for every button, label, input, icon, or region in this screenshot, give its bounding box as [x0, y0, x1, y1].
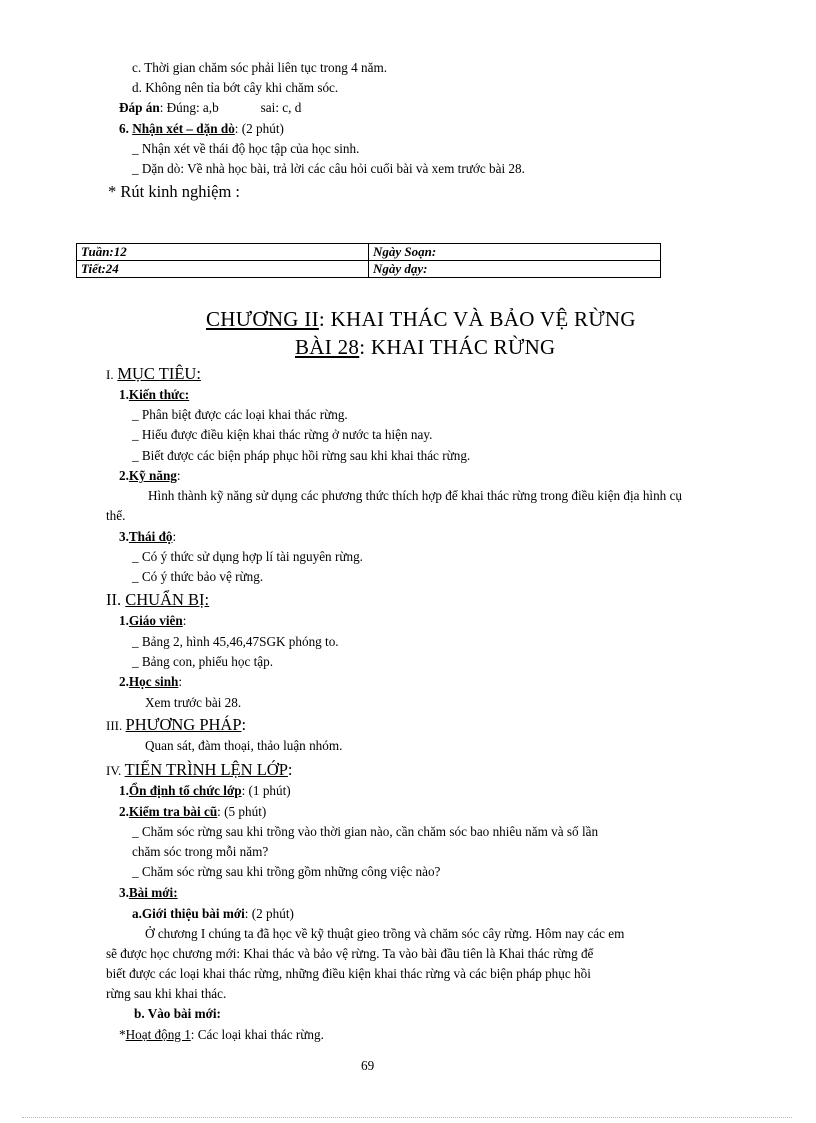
activity-1-heading: *Hoạt động 1: Các loại khai thác rừng.	[119, 1027, 324, 1042]
section-3-title: PHƯƠNG PHÁP	[125, 715, 242, 734]
knowledge-1: _ Phân biệt được các loại khai thác rừng.	[132, 407, 348, 422]
knowledge-heading: 1.Kiến thức:	[119, 387, 190, 402]
knowledge-3: _ Biết được các biện pháp phục hồi rừng sau khi khai thác rừng.	[132, 448, 471, 463]
lesson-info-table	[76, 243, 661, 278]
section-6-title: Nhận xét – dặn dò	[132, 121, 235, 136]
section-4-heading: IV. TIẾN TRÌNH LỆN LỚP:	[106, 760, 293, 779]
table-row	[77, 244, 661, 261]
page-border	[22, 1117, 792, 1118]
period-cell: Tiết:24	[77, 261, 369, 278]
review-q1: _ Chăm sóc rừng sau khi trồng vào thời gian nào, cần chăm sóc bao nhiêu năm và số lần	[132, 824, 599, 839]
skills-1-cont: thể.	[106, 508, 126, 523]
stabilize-heading: 1.Ổn định tổ chức lớp: (1 phút)	[119, 783, 291, 798]
new-lesson-heading: 3.Bài mới:	[119, 885, 178, 900]
attitude-heading: 3.Thái độ:	[119, 529, 177, 544]
review-q2: _ Chăm sóc rừng sau khi trồng gồm những công việc nào?	[132, 864, 441, 879]
review-heading: 2.Kiểm tra bài cũ: (5 phút)	[119, 804, 267, 819]
week-cell: Tuần:12	[77, 244, 369, 261]
answer-wrong: sai: c, d	[260, 100, 302, 115]
intro-line-3: biết được các loại khai thác rừng, những điều kiện khai thác rừng và các biện pháp phục hồi	[106, 966, 591, 981]
attitude-2: _ Có ý thức bảo vệ rừng.	[132, 569, 264, 584]
section-1-heading: I. MỤC TIÊU:	[106, 364, 201, 383]
rut-kinh-nghiem: * Rút kinh nghiệm :	[108, 182, 240, 201]
answer-line	[119, 100, 301, 116]
enter-lesson-heading: b. Vào bài mới:	[134, 1006, 221, 1021]
answer-label: Đáp án	[119, 100, 160, 115]
teacher-2: _ Bảng con, phiếu học tập.	[132, 654, 273, 669]
skills-1: Hình thành kỹ năng sử dụng các phương thức thích hợp để khai thác rừng trong điều kiện địa hình cụ	[148, 488, 683, 503]
teacher-1: _ Bảng 2, hình 45,46,47SGK phóng to.	[132, 634, 339, 649]
section-6-line-1: _ Nhận xét về thái độ học tập của học sinh.	[132, 141, 360, 156]
section-1-title: MỤC TIÊU:	[117, 364, 201, 383]
intro-heading: a.Giới thiệu bài mới: (2 phút)	[132, 906, 294, 921]
section-4-title: TIẾN TRÌNH LỆN LỚP	[124, 760, 288, 779]
section-2-heading: II. CHUẨN BỊ:	[106, 590, 210, 609]
lesson-title: BÀI 28: KHAI THÁC RỪNG	[295, 335, 556, 359]
intro-line-2: sẽ được học chương mới: Khai thác và bảo vệ rừng. Ta vào bài đầu tiên là Khai thác rừng để	[106, 946, 594, 961]
table-row	[77, 261, 661, 278]
student-heading: 2.Học sinh:	[119, 674, 183, 689]
intro-line-4: rừng sau khi khai thác.	[106, 986, 227, 1001]
answer-correct: : Đúng: a,b	[159, 100, 219, 115]
section-6-line-2: _ Dặn dò: Về nhà học bài, trả lời các câu hỏi cuối bài và xem trước bài 28.	[132, 161, 525, 176]
chapter-title: CHƯƠNG II: KHAI THÁC VÀ BẢO VỆ RỪNG	[206, 307, 636, 331]
student-1: Xem trước bài 28.	[145, 695, 242, 710]
knowledge-2: _ Hiểu được điều kiện khai thác rừng ở nước ta hiện nay.	[132, 427, 433, 442]
prepare-date-cell: Ngày Soạn:	[369, 244, 661, 261]
skills-heading: 2.Kỹ năng:	[119, 468, 181, 483]
teach-date-cell: Ngày dạy:	[369, 261, 661, 278]
option-d: d. Không nên tỉa bớt cây khi chăm sóc.	[132, 80, 339, 95]
attitude-1: _ Có ý thức sử dụng hợp lí tài nguyên rừng.	[132, 549, 363, 564]
review-q1-cont: chăm sóc trong mỗi năm?	[132, 844, 269, 859]
intro-line-1: Ở chương I chúng ta đã học về kỹ thuật gieo trồng và chăm sóc cây rừng. Hôm nay các em	[145, 926, 625, 941]
section-2-title: CHUẨN BỊ:	[125, 590, 210, 609]
section-6-heading: 6. Nhận xét – dặn dò: (2 phút)	[119, 121, 284, 136]
page-number: 69	[361, 1058, 375, 1073]
teacher-heading: 1.Giáo viên:	[119, 613, 187, 628]
option-c: c. Thời gian chăm sóc phải liên tục trong 4 năm.	[132, 60, 388, 75]
method-text: Quan sát, đàm thoại, thảo luận nhóm.	[145, 738, 343, 753]
section-3-heading: III. PHƯƠNG PHÁP:	[106, 715, 247, 734]
